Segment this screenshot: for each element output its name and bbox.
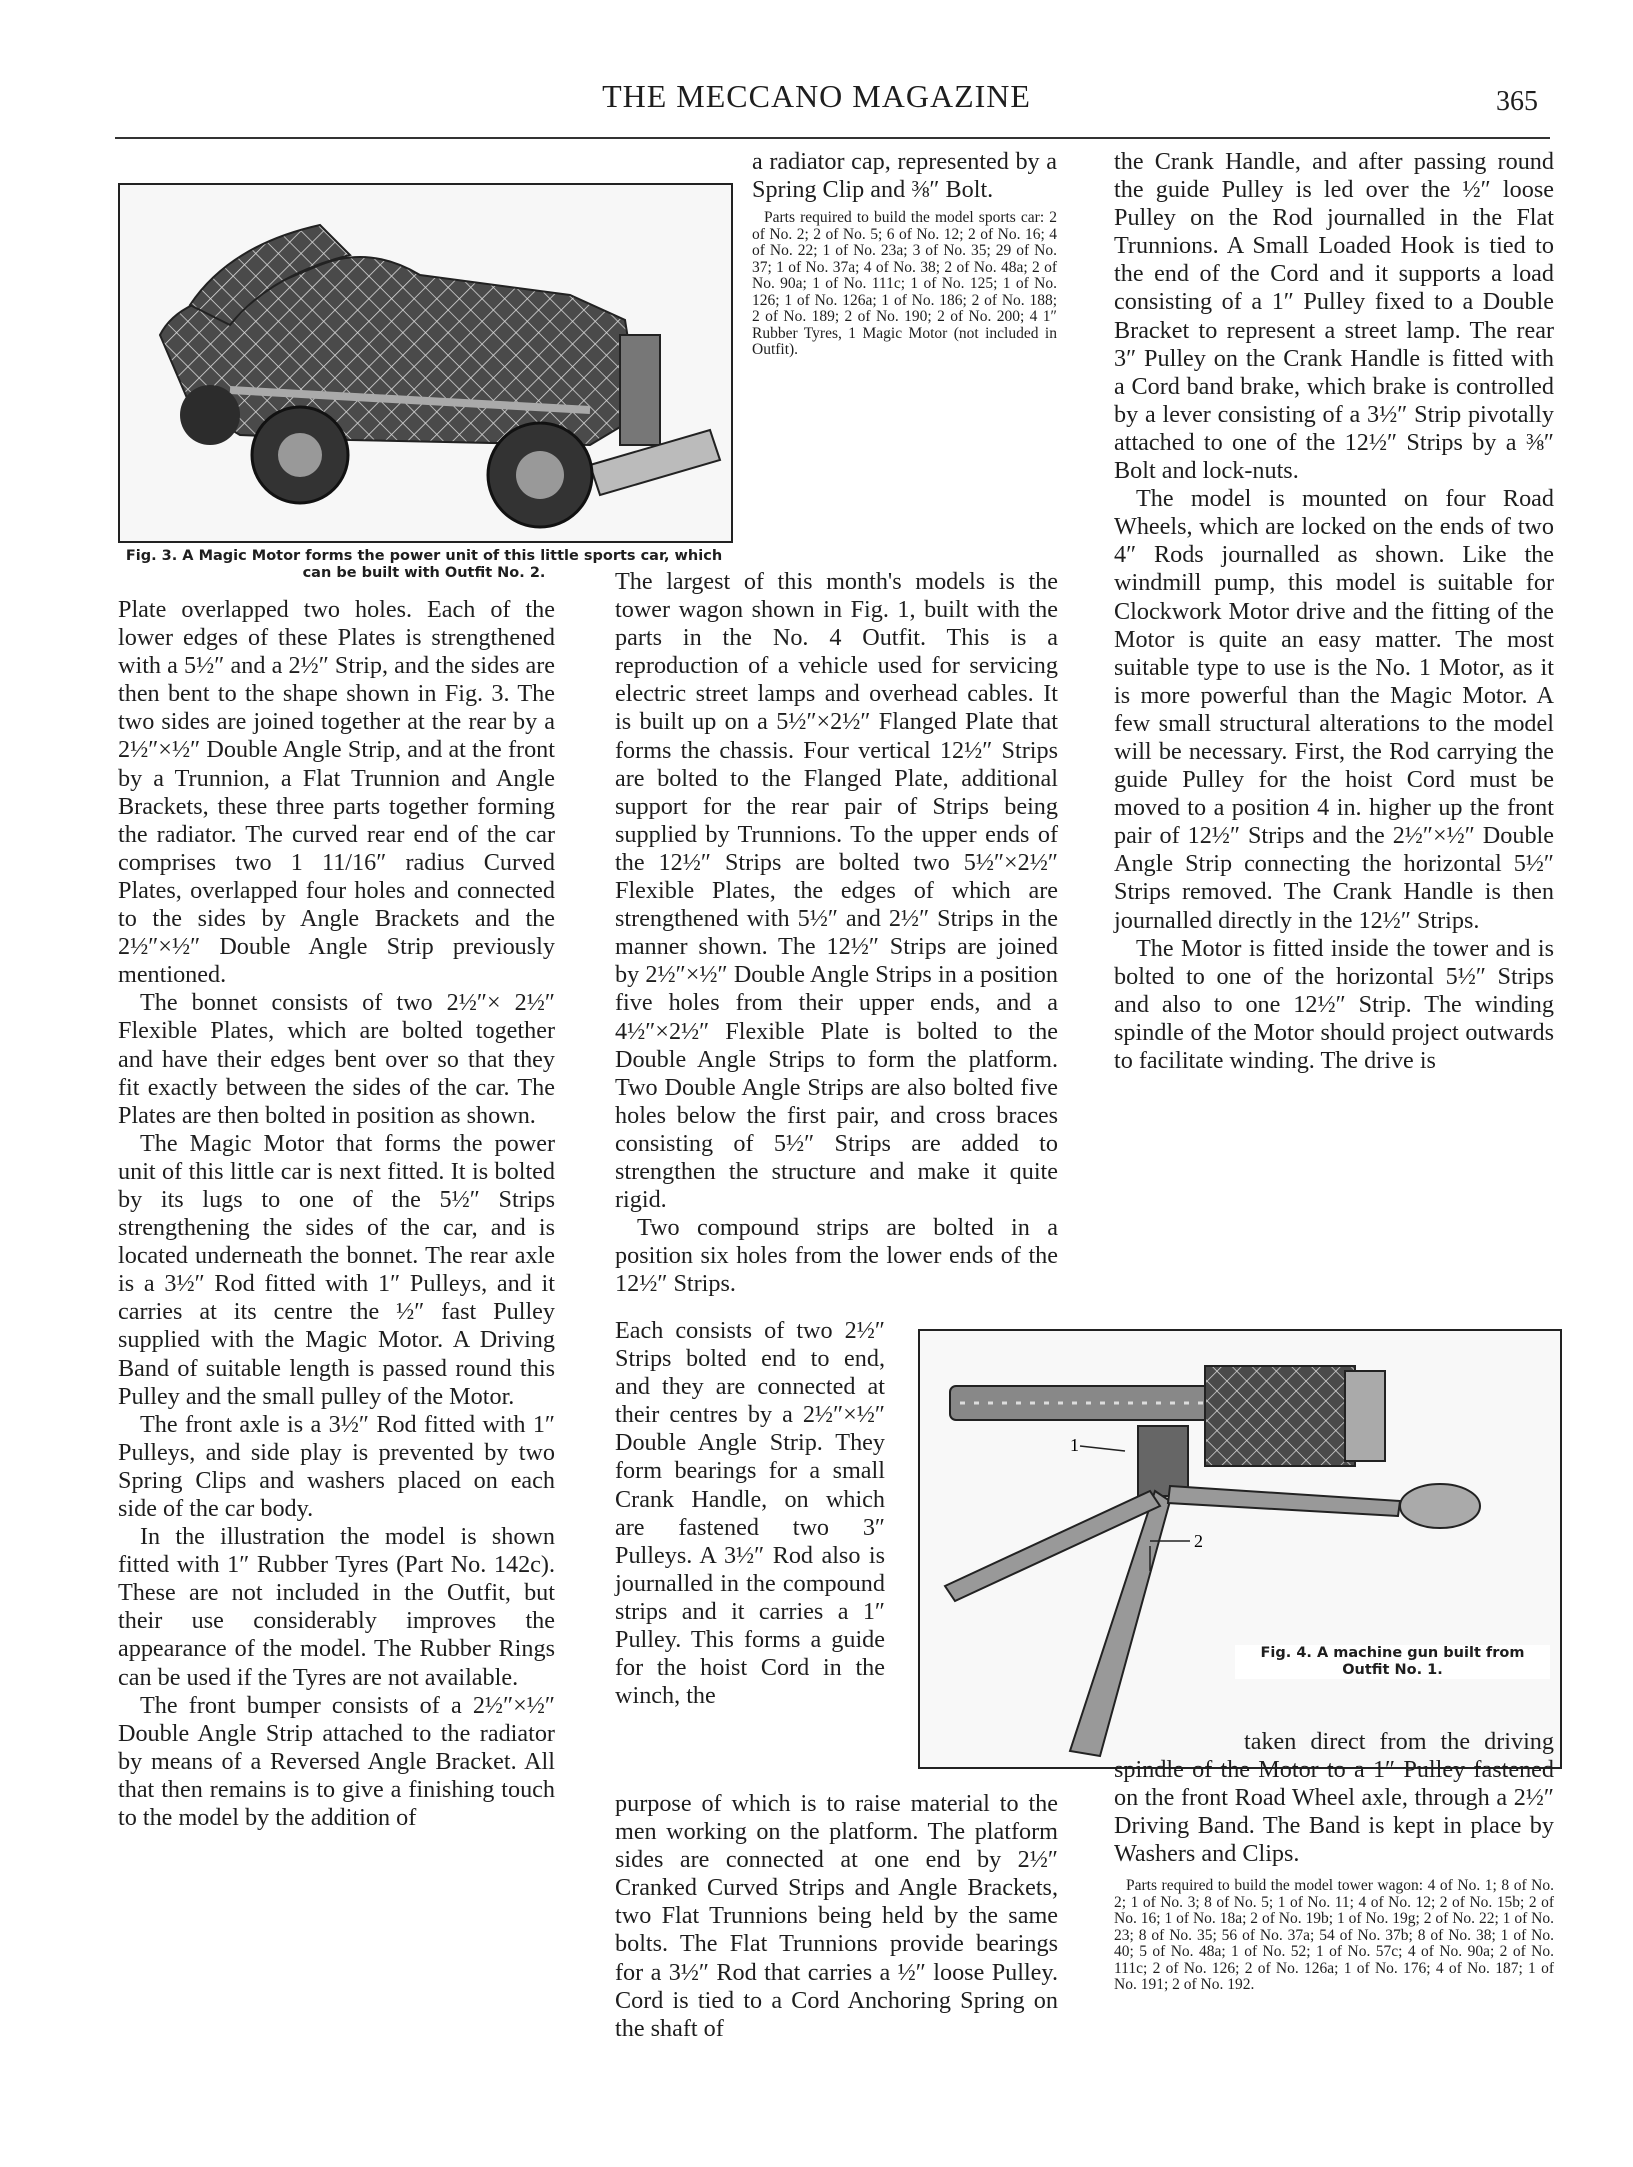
tower-wagon-parts-text: Parts required to build the model tower wagon: 4 of No. 1; 8 of No. 2; 1 of No. 3; 8 of No. 5; 1 of No. 11; 4 of No. 12; 2 of No. 15b; 2 of No. 16; 1 of No. 18a; 2 of No. 19b; 1 of No. 19g; 2 of No. 22; 1 of No. 23; 8 of No. 35; 56 of No. 37a; 54 of No. 37b; 8 of No. 38; 1 of No. 40; 5 of No. 48a; 1 of No. 52; 1 of No. 57c; 4 of No. 90a; 2 of No. 111c; 2 of No. 126; 2 of No. 126a; 1 of No. 176; 4 of No. 187; 1 of No. 191; 2 of No. 192.	[1114, 1877, 1554, 1994]
col1-paragraph-1: Plate overlapped two holes. Each of the lower edges of these Plates is strengthened with a 5½″ and a 2½″ Strip, and the sides are then bent to the shape shown in Fig. 3. The two sides are joined together at the rear by a 2½″×½″ Double Angle Strip, and at the front by a Trunnion, a Flat Trunnion and Angle Brackets, these three parts together forming the radiator. The curved rear end of the car comprises two 1 11/16″ radius Curved Plates, overlapped four holes and connected to the sides by Angle Brackets and the 2½″×½″ Double Angle Strip previously mentioned.	[118, 596, 555, 989]
col3-paragraph-4: taken direct from the driving spindle of the Motor to a 1″ Pulley fastened on the front Road Wheel axle, through a 2½″ Driving Band. The Band is kept in place by Washers and Clips.	[1114, 1728, 1554, 1868]
figure-3-sports-car-photo	[118, 183, 733, 543]
column-2-top	[752, 148, 1057, 363]
figure-4-machine-gun-photo	[918, 1329, 1562, 1769]
col1-paragraph-5: In the illustration the model is shown fitted with 1″ Rubber Tyres (Part No. 142c). These are not included in the Outfit, but their use considerably improves the appearance of the model. The Rubber Rings can be used if the Tyres are not available.	[118, 1523, 555, 1691]
col3-paragraph-1: the Crank Handle, and after passing round the guide Pulley is led over the ½″ loose Pulley on the Rod journalled in the Flat Trunnions. A Small Loaded Hook is tied to the end of the Cord and it supports a load consisting of a 1″ Pulley fixed to a Double Bracket to represent a street lamp. The rear 3″ Pulley on the Crank Handle is fitted with a Cord band brake, which brake is controlled by a lever consisting of a 3½″ Strip pivotally attached to one of the 12½″ Strips by a ⅜″ Bolt and lock-nuts.	[1114, 148, 1554, 485]
magazine-title: THE MECCANO MAGAZINE	[602, 78, 1031, 114]
page-number: 365	[1496, 86, 1538, 117]
column-2-main	[615, 568, 1058, 1298]
sports-car-parts-text: Parts required to build the model sports car: 2 of No. 2; 2 of No. 5; 6 of No. 12; 2 of No. 16; 4 of No. 22; 1 of No. 23a; 3 of No. 35; 29 of No. 37; 1 of No. 37a; 4 of No. 38; 2 of No. 48a; 2 of No. 90a; 1 of No. 111c; 1 of No. 125; 1 of No. 126; 1 of No. 126a; 1 of No. 186; 2 of No. 188; 2 of No. 189; 2 of No. 190; 2 of No. 200; 4 1″ Rubber Tyres, 1 Magic Motor (not included in Outfit).	[752, 209, 1057, 359]
col2-paragraph-3b: Each consists of two 2½″ Strips bolted end to end, and they are connected at their centres by a 2½″×½″ Double Angle Strip. They form bearings for a small Crank Handle, on which are fastened two 3″ Pulleys. A 3½″ Rod also is journalled in the compound strips and it carries a 1″ Pulley. This forms a guide for the hoist Cord in the winch, the	[615, 1317, 885, 1710]
col2-paragraph-3a: Two compound strips are bolted in a position six holes from the lower ends of the 12½″ Strips.	[615, 1214, 1058, 1298]
column-3-bottom	[1114, 1728, 1554, 1994]
col3-paragraph-3: The Motor is fitted inside the tower and is bolted to one of the horizontal 5½″ Strips and also to one 12½″ Strip. The winding spindle of the Motor should project outwards to facilitate winding. The drive is	[1114, 934, 1554, 1074]
col1-paragraph-2: The bonnet consists of two 2½″× 2½″ Flexible Plates, which are bolted together and have their edges bent over so that they fit exactly between the sides of the car. The Plates are then bolted in position as shown.	[118, 989, 555, 1129]
col2-paragraph-1: a radiator cap, represented by a Spring Clip and ⅜″ Bolt.	[752, 148, 1057, 204]
col3-paragraph-2: The model is mounted on four Road Wheels, which are locked on the ends of two 4″ Rods journalled as shown. Like the windmill pump, this model is suitable for Clockwork Motor drive and the fitting of the Motor is quite an easy matter. The most suitable type to use is the No. 1 Motor, as it is more powerful than the Magic Motor. A few small structural alterations to the model will be necessary. First, the Rod carrying the guide Pulley for the hoist Cord must be moved to a position 4 in. higher up the front pair of 12½″ Strips and the 2½″×½″ Double Angle Strip connecting the horizontal 5½″ Strips removed. The Crank Handle is then journalled directly in the 12½″ Strips.	[1114, 485, 1554, 934]
column-2-bottom	[615, 1790, 1058, 2043]
sports-car-illustration	[120, 185, 731, 541]
col1-paragraph-6: The front bumper consists of a 2½″×½″ Double Angle Strip attached to the radiator by means of a Reversed Angle Bracket. All that then remains is to give a finishing touch to the model by the addition of	[118, 1691, 555, 1832]
sports-car-parts-list	[752, 210, 1057, 359]
col1-paragraph-3: The Magic Motor that forms the power unit of this little car is next fitted. It is bolted by its lugs to one of the 5½″ Strips strengthening the sides of the car, and is located underneath the bonnet. The rear axle is a 3½″ Rod fitted with 1″ Pulleys, and it carries at its centre the ½″ fast Pulley supplied with the Magic Motor. A Driving Band of suitable length is passed round this Pulley and the small pulley of the Motor.	[118, 1129, 555, 1410]
tower-wagon-parts-list	[1114, 1878, 1554, 1994]
machine-gun-illustration	[920, 1331, 1560, 1767]
header-rule	[115, 137, 1550, 139]
figure-4-label-1: 1	[1070, 1435, 1079, 1455]
figure-4-label-2: 2	[1194, 1531, 1203, 1551]
col1-paragraph-4: The front axle is a 3½″ Rod fitted with 1″ Pulleys, and side play is prevented by two Spring Clips and washers placed on each side of the car body.	[118, 1410, 555, 1522]
figure-4-caption: Fig. 4. A machine gun built from Outfit No. 1.	[1235, 1645, 1550, 1679]
column-2-narrow	[615, 1317, 885, 1710]
col2-paragraph-2: The largest of this month's models is the tower wagon shown in Fig. 1, built with the parts in the No. 4 Outfit. This is a reproduction of a vehicle used for servicing electric street lamps and overhead cables. It is built up on a 5½″×2½″ Flanged Plate that forms the chassis. Four vertical 12½″ Strips are bolted to the Flanged Plate, additional support for the rear pair of Strips being supplied by Trunnions. To the upper ends of the 12½″ Strips are bolted two 5½″×2½″ Flexible Plates, the edges of which are strengthened with 5½″ and 2½″ Strips in the manner shown. The 12½″ Strips are joined by 2½″×½″ Double Angle Strips in a position five holes from their upper ends, and a 4½″×2½″ Flexible Plate is bolted to the Double Angle Strips to form the platform. Two Double Angle Strips are also bolted five holes below the first pair, and cross braces consisting of 5½″ Strips are added to strengthen the structure and make it quite rigid.	[615, 568, 1058, 1214]
col2-paragraph-3c: purpose of which is to raise material to the men working on the platform. The platform sides are connected at one end by 2½″ Cranked Curved Strips and Angle Brackets, two Flat Trunnions being held by the same bolts. The Flat Trunnions provide bearings for a 3½″ Rod that carries a ½″ loose Pulley. Cord is tied to a Cord Anchoring Spring on the shaft of	[615, 1790, 1058, 2042]
column-3-top	[1114, 148, 1554, 1075]
column-1	[118, 596, 555, 1832]
figure-3-caption: Fig. 3. A Magic Motor forms the power unit of this little sports car, which can be built with Outfit No. 2.	[125, 548, 723, 581]
